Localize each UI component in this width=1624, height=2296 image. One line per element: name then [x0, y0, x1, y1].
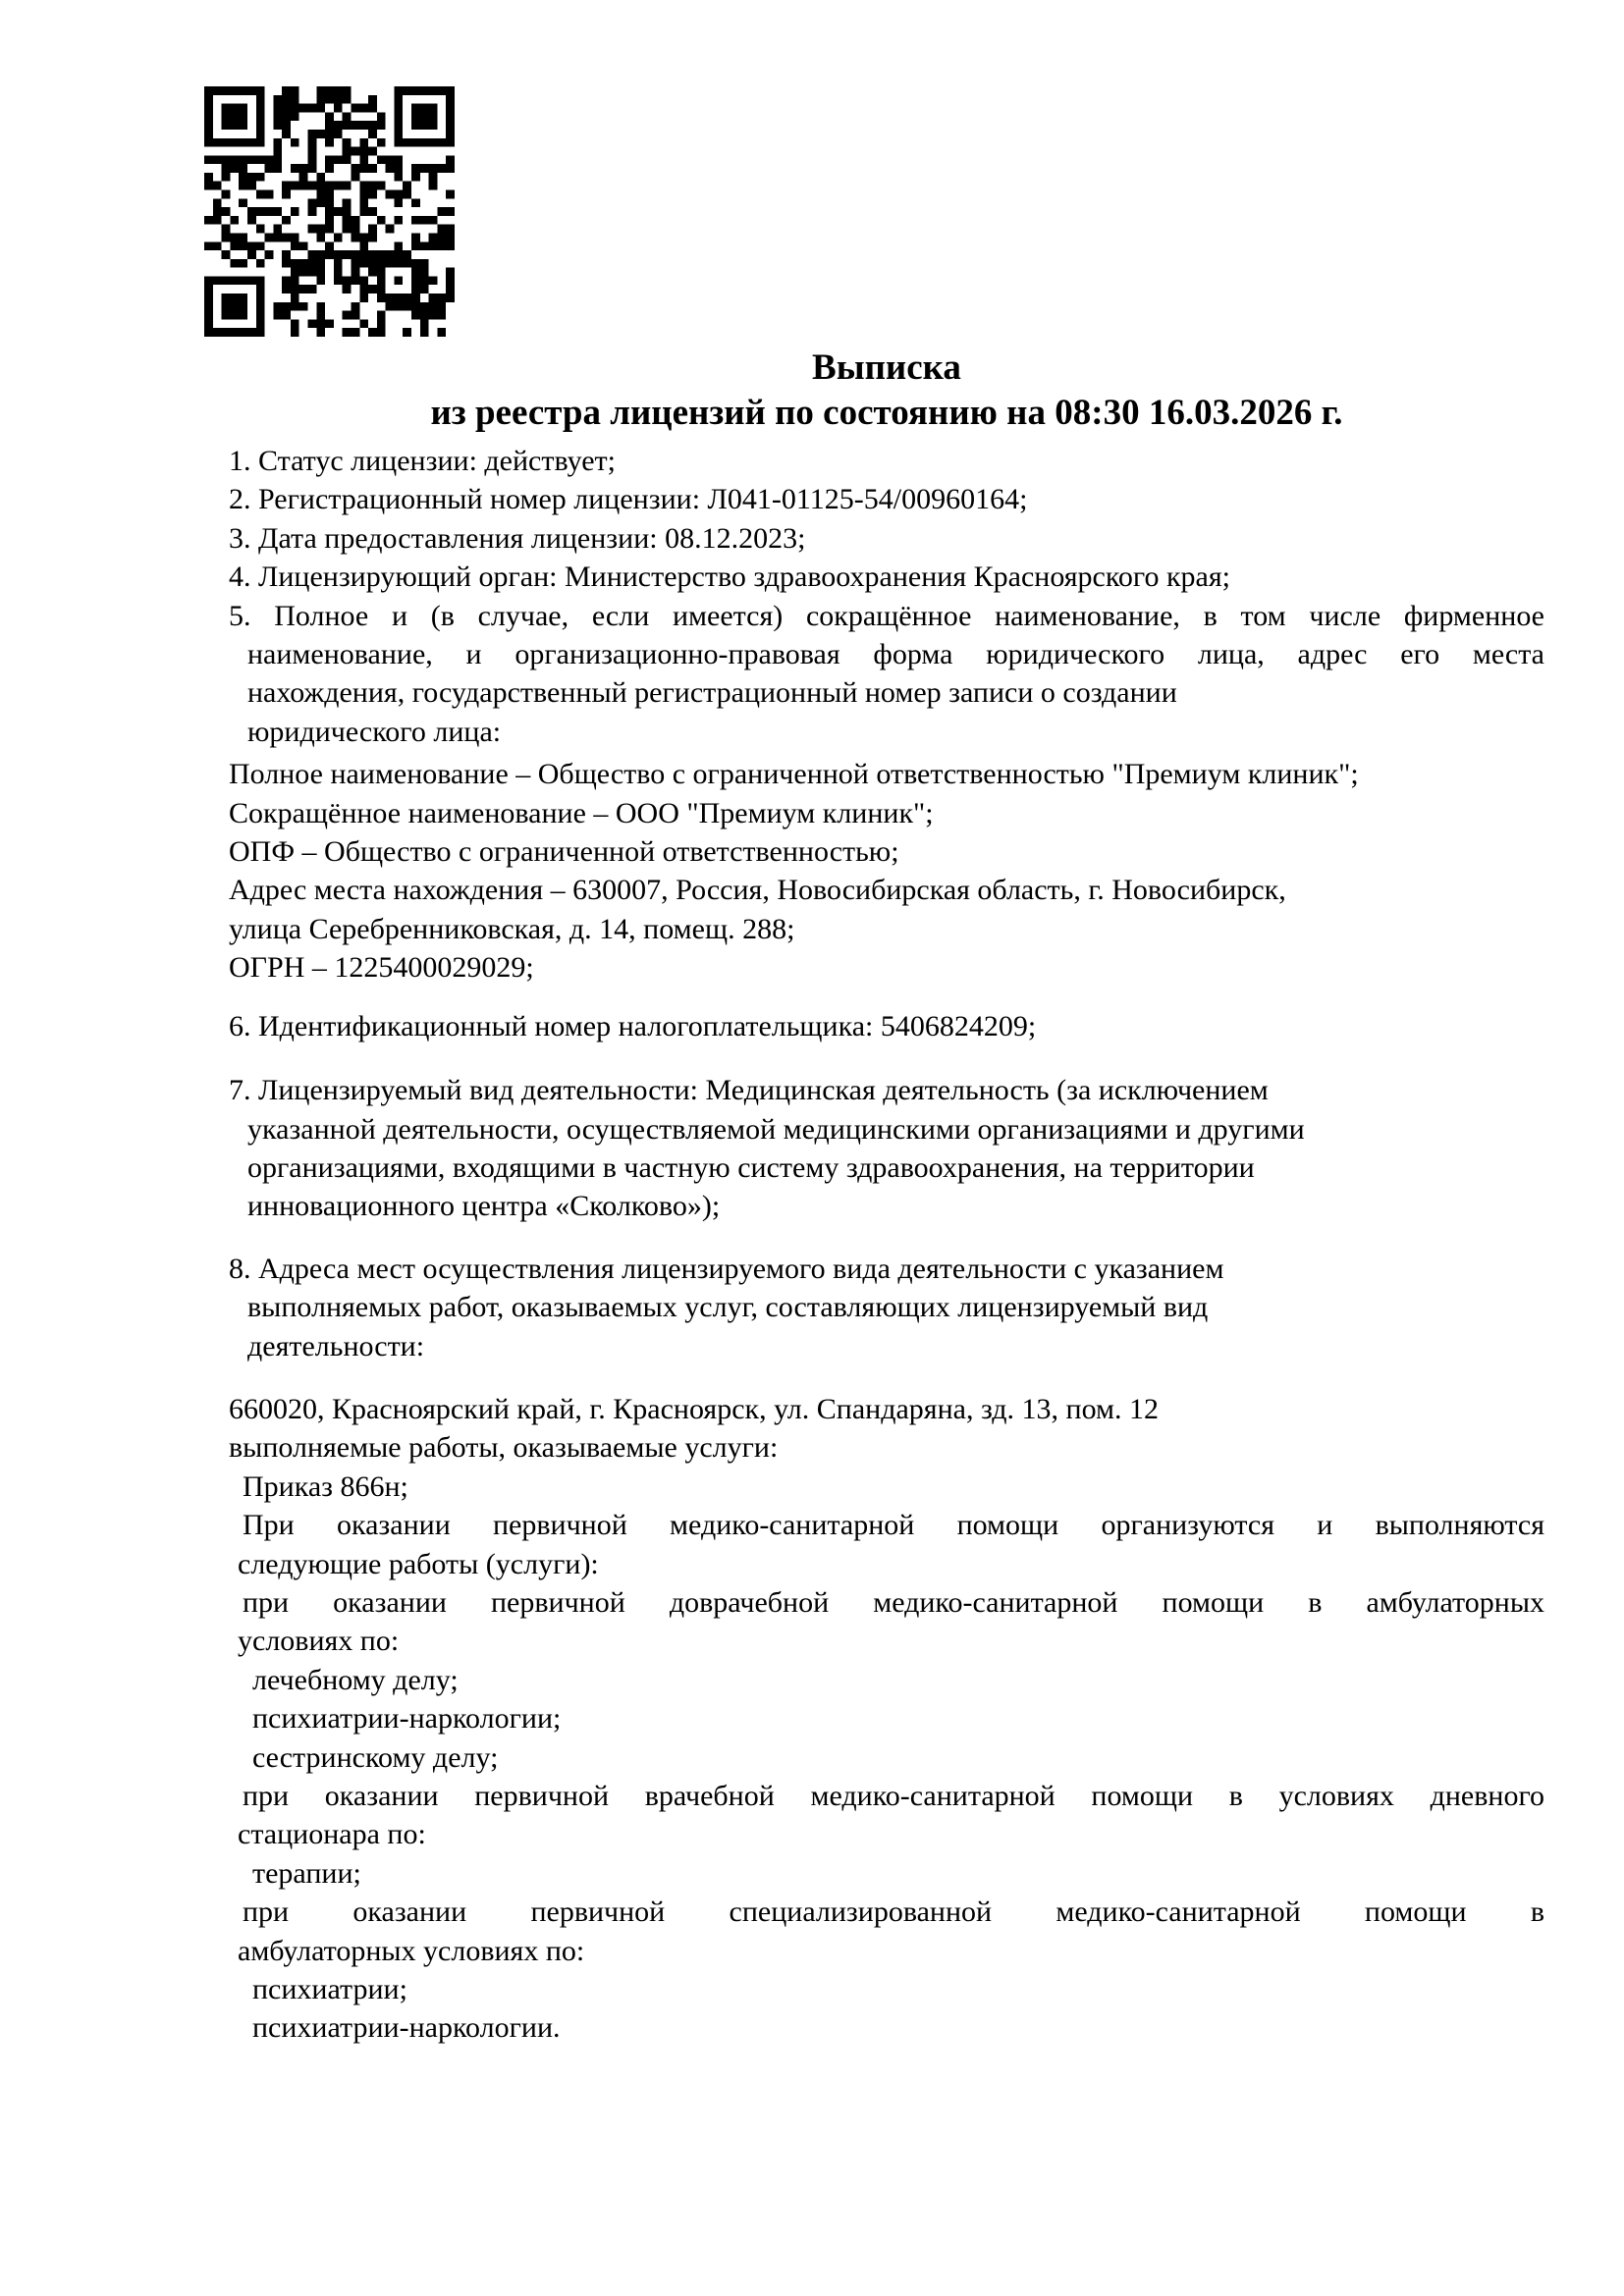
line-item8-1: 8. Адреса мест осуществления лицензируемого вида деятельности с указанием	[229, 1252, 1224, 1285]
line-authority: 4. Лицензирующий орган: Министерство здравоохранения Красноярского края;	[229, 561, 1230, 594]
line-pmsp-2: следующие работы (услуги):	[238, 1547, 599, 1580]
line-item5-2: наименование, и организационно-правовая форма юридического лица, адрес его места	[247, 638, 1544, 671]
line-therapy: терапии;	[252, 1856, 361, 1890]
line-general-medicine: лечебному делу;	[252, 1663, 459, 1696]
document-title: Выписка	[812, 347, 961, 388]
document-subtitle: из реестра лицензий по состоянию на 08:30 16.03.2026 г.	[430, 393, 1343, 433]
line-reg-number: 2. Регистрационный номер лицензии: Л041-01125-54/00960164;	[229, 483, 1028, 516]
line-pmsp-1: При оказании первичной медико-санитарной помощи организуются и выполняются	[243, 1509, 1544, 1542]
line-item5-3: нахождения, государственный регистрационный номер записи о создании	[247, 676, 1177, 710]
line-psych-narcology: психиатрии-наркологии;	[252, 1702, 562, 1735]
line-psychiatry: психиатрии;	[252, 1973, 407, 2006]
line-item7-2: указанной деятельности, осуществляемой медицинскими организациями и другими	[247, 1112, 1305, 1146]
line-item7-1: 7. Лицензируемый вид деятельности: Медицинская деятельность (за исключением	[229, 1074, 1269, 1107]
line-grant-date: 3. Дата предоставления лицензии: 08.12.2023;	[229, 521, 806, 555]
line-pre-doctor-2: условиях по:	[238, 1625, 400, 1658]
line-order-866n: Приказ 866н;	[243, 1469, 408, 1503]
line-address-1: Адрес места нахождения – 630007, Россия, Новосибирская область, г. Новосибирск,	[229, 874, 1286, 907]
line-specialized-1: при оказании первичной специализированной медико-санитарной помощи в	[243, 1896, 1544, 1929]
line-address-2: улица Серебренниковская, д. 14, помещ. 288;	[229, 912, 795, 945]
line-item7-3: организациями, входящими в частную систему здравоохранения, на территории	[247, 1150, 1255, 1184]
document-content	[229, 346, 1544, 2048]
line-pre-doctor-1: при оказании первичной доврачебной медико-санитарной помощи в амбулаторных	[243, 1585, 1544, 1619]
line-inn: 6. Идентификационный номер налогоплательщика: 5406824209;	[229, 1009, 1037, 1042]
line-full-name: Полное наименование – Общество с ограниченной ответственностью "Премиум клиник";	[229, 758, 1359, 791]
line-doctor-care-2: стационара по:	[238, 1818, 426, 1851]
line-opf: ОПФ – Общество с ограниченной ответственностью;	[229, 835, 899, 869]
line-item8-3: деятельности:	[247, 1329, 425, 1362]
line-item8-2: выполняемых работ, оказываемых услуг, составляющих лицензируемый вид	[247, 1291, 1209, 1324]
line-work-address: 660020, Красноярский край, г. Красноярск, ул. Спандаряна, зд. 13, пом. 12	[229, 1392, 1159, 1425]
line-short-name: Сокращённое наименование – ООО "Премиум клиник";	[229, 796, 934, 829]
line-works-header: выполняемые работы, оказываемые услуги:	[229, 1431, 779, 1465]
line-item7-4: инновационного центра «Сколково»);	[247, 1190, 721, 1223]
line-nursing: сестринскому делу;	[252, 1740, 499, 1774]
line-specialized-2: амбулаторных условиях по:	[238, 1934, 585, 1967]
qr-code	[204, 86, 455, 337]
line-doctor-care-1: при оказании первичной врачебной медико-санитарной помощи в условиях дневного	[243, 1780, 1544, 1812]
qr-code-pattern	[204, 86, 455, 337]
line-item5-4: юридического лица:	[247, 715, 502, 748]
line-item5-1: 5. Полное и (в случае, если имеется) сокращённое наименование, в том числе фирменное	[229, 599, 1544, 632]
line-ogrn: ОГРН – 1225400029029;	[229, 951, 534, 985]
line-status: 1. Статус лицензии: действует;	[229, 445, 616, 477]
line-psych-narc-final: психиатрии-наркологии.	[252, 2011, 561, 2045]
